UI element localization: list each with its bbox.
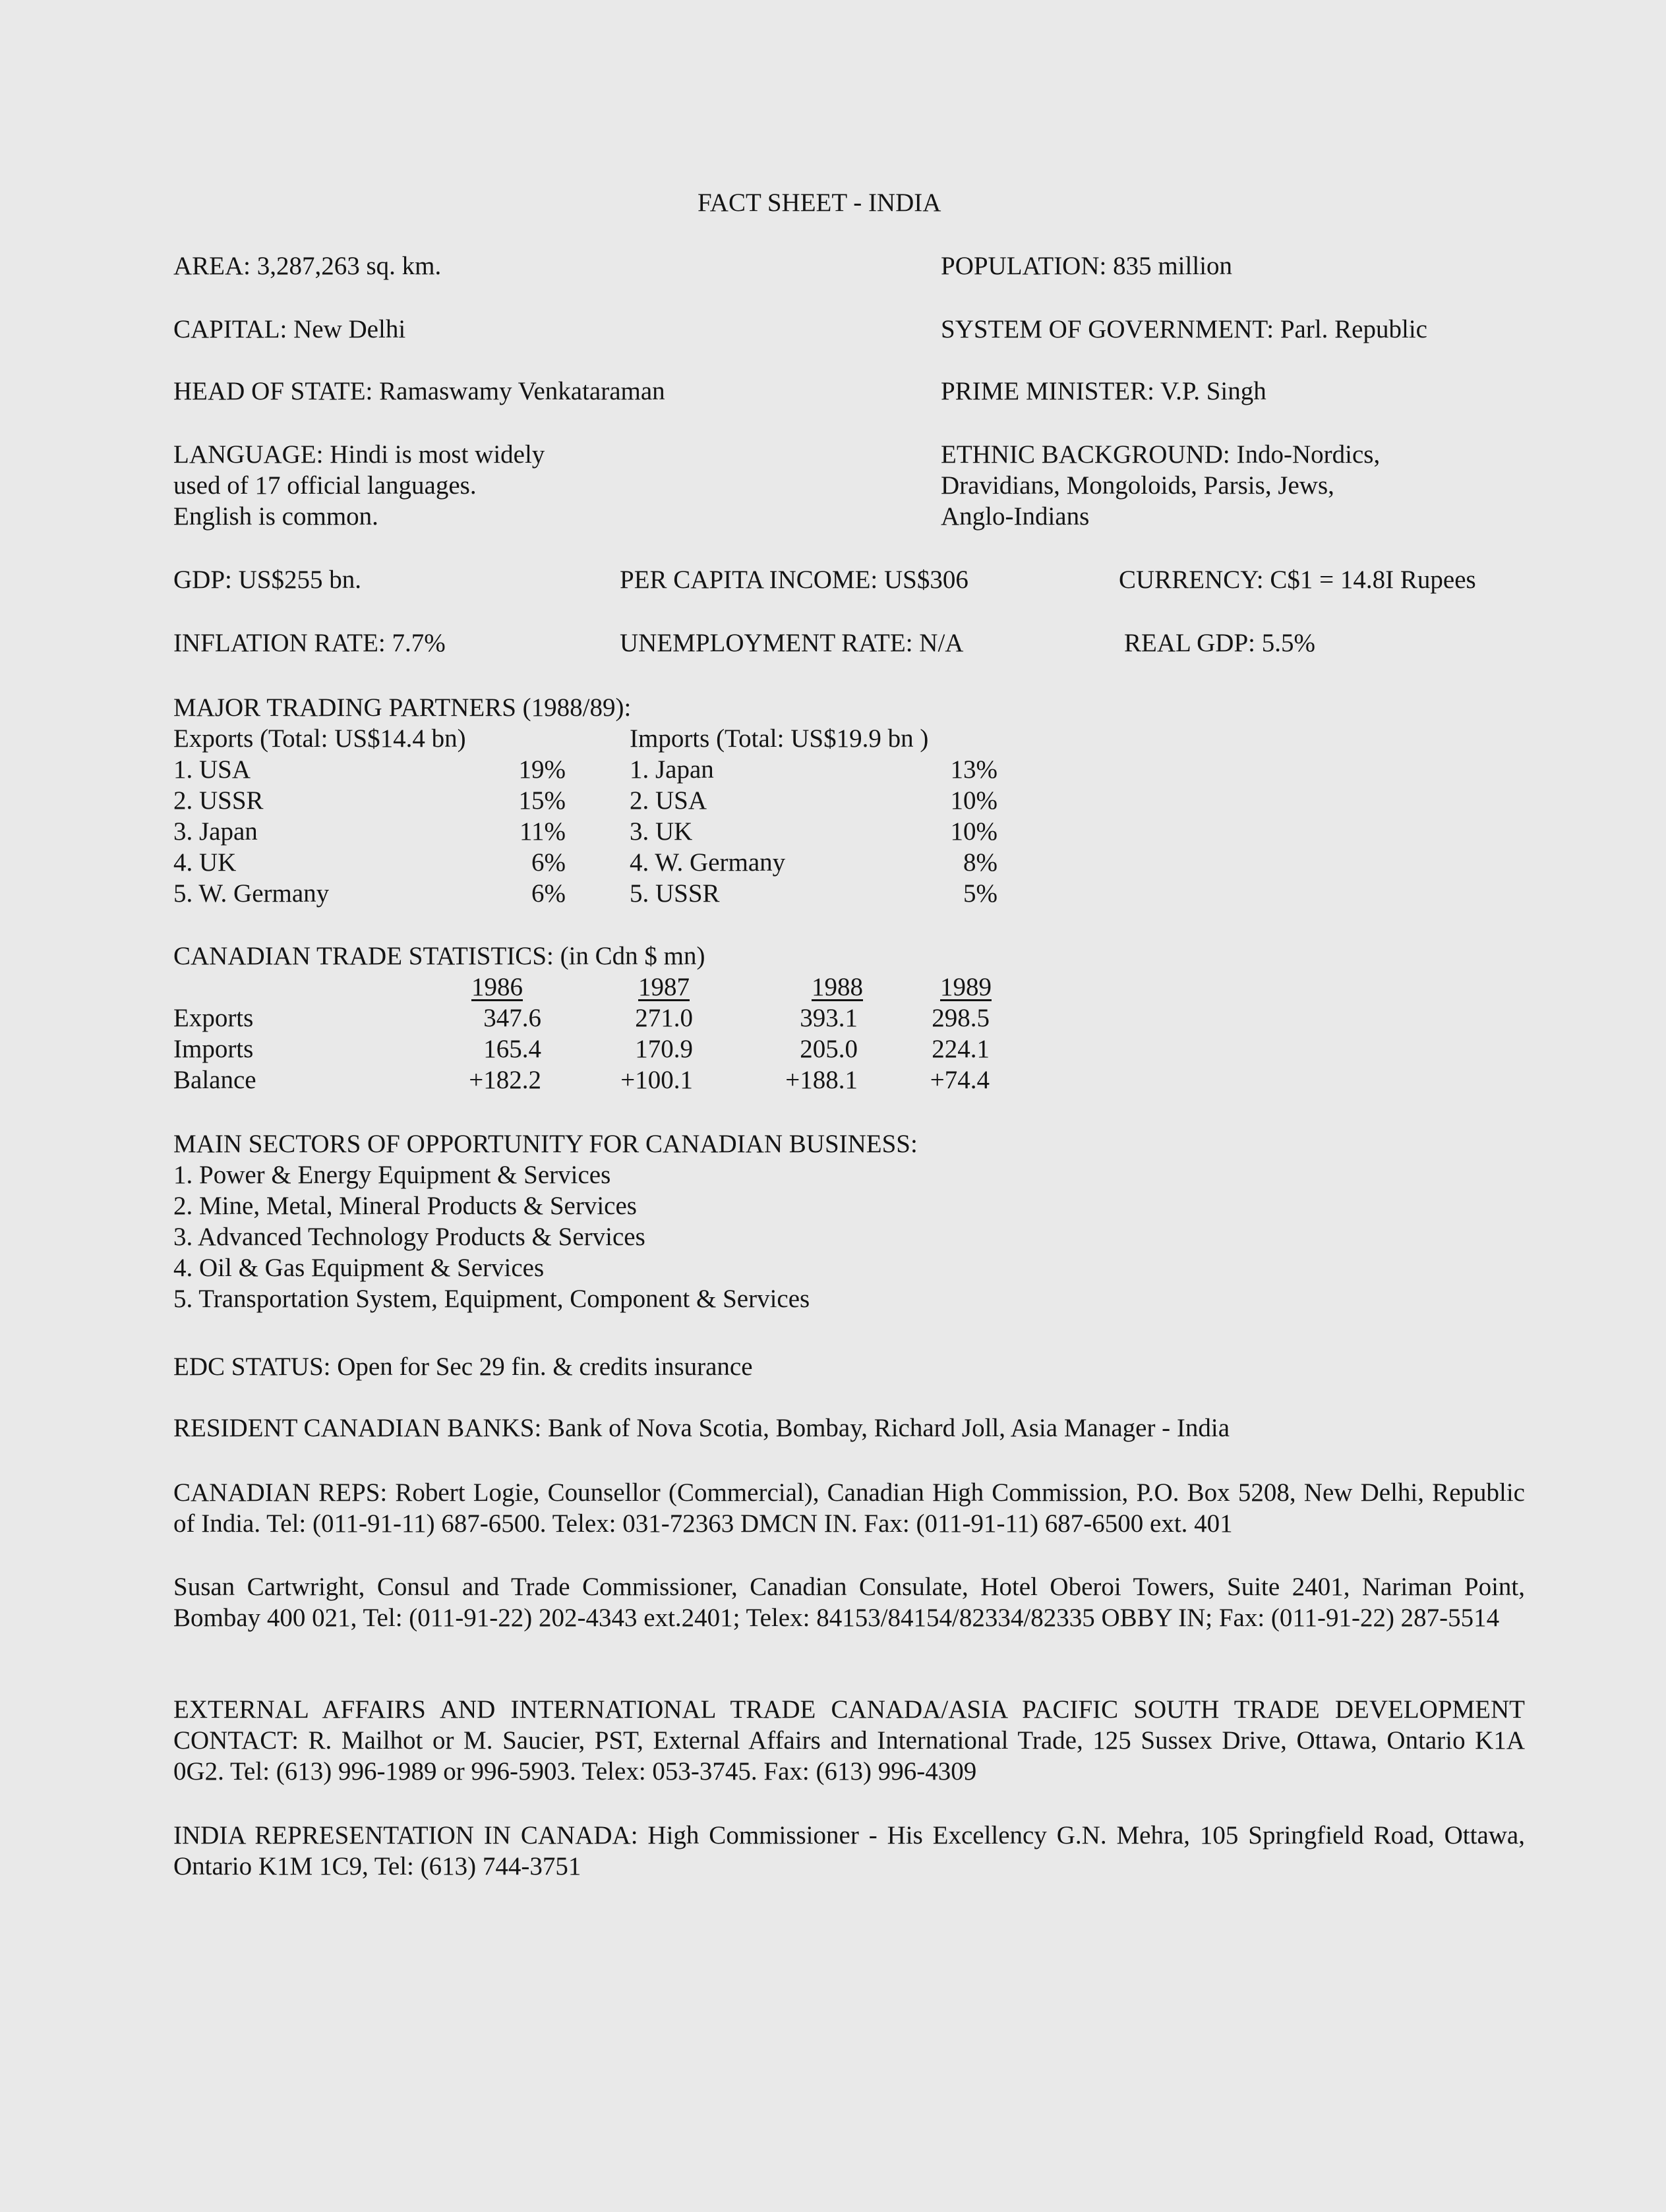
trading-partners-table	[173, 723, 1030, 909]
year-header: 1989	[940, 973, 992, 1001]
sector-item: 3. Advanced Technology Products & Services	[173, 1223, 645, 1251]
import-share: 8%	[963, 848, 997, 877]
ethnic-background-line-1: ETHNIC BACKGROUND: Indo-Nordics,	[941, 440, 1381, 469]
import-partner: 1. Japan	[630, 755, 714, 784]
sectors-heading: MAIN SECTORS OF OPPORTUNITY FOR CANADIAN BUSINESS:	[173, 1130, 918, 1158]
export-share: 6%	[531, 848, 566, 877]
trade-stats-table	[173, 972, 1096, 1095]
value-cell: 205.0	[800, 1035, 858, 1063]
per-capita-income: PER CAPITA INCOME: US$306	[620, 566, 968, 594]
trade-stats-row	[173, 1033, 1096, 1064]
import-share: 5%	[963, 879, 997, 908]
value-cell: 165.4	[483, 1035, 541, 1063]
trading-partner-row	[173, 785, 1030, 816]
real-gdp: REAL GDP: 5.5%	[1124, 629, 1315, 657]
export-share: 19%	[518, 755, 566, 784]
prime-minister: PRIME MINISTER: V.P. Singh	[941, 377, 1266, 405]
value-cell: +100.1	[620, 1066, 693, 1094]
edc-status: EDC STATUS: Open for Sec 29 fin. & credits insurance	[173, 1353, 753, 1381]
head-of-state: HEAD OF STATE: Ramaswamy Venkataraman	[173, 377, 665, 405]
sector-item: 2. Mine, Metal, Mineral Products & Services	[173, 1192, 637, 1220]
trading-partner-row	[173, 816, 1030, 847]
trade-stats-year-row	[173, 972, 1096, 1003]
exports-header: Exports (Total: US$14.4 bn)	[173, 724, 466, 753]
value-cell: +182.2	[469, 1066, 541, 1094]
import-partner: 5. USSR	[630, 879, 720, 908]
gdp: GDP: US$255 bn.	[173, 566, 361, 594]
export-share: 11%	[519, 817, 566, 846]
value-cell: 271.0	[635, 1004, 693, 1032]
language-line-2: used of 17 official languages.	[173, 471, 477, 500]
resident-canadian-banks: RESIDENT CANADIAN BANKS: Bank of Nova Scotia, Bombay, Richard Joll, Asia Manager - India	[173, 1414, 1230, 1442]
inflation-rate: INFLATION RATE: 7.7%	[173, 629, 446, 657]
import-share: 10%	[950, 786, 997, 815]
sector-item: 5. Transportation System, Equipment, Component & Services	[173, 1285, 810, 1313]
sector-item: 4. Oil & Gas Equipment & Services	[173, 1254, 545, 1282]
row-label: Exports	[173, 1004, 254, 1032]
language-line-1: LANGUAGE: Hindi is most widely	[173, 440, 545, 469]
import-partner: 2. USA	[630, 786, 707, 815]
export-partner: 3. Japan	[173, 817, 258, 846]
capital: CAPITAL: New Delhi	[173, 315, 406, 343]
trade-stats-heading: CANADIAN TRADE STATISTICS: (in Cdn $ mn)	[173, 942, 705, 970]
row-label: Balance	[173, 1066, 256, 1094]
value-cell: 393.1	[800, 1004, 858, 1032]
language-line-3: English is common.	[173, 502, 378, 531]
ethnic-background-line-3: Anglo-Indians	[941, 502, 1090, 531]
ethnic-background-line-2: Dravidians, Mongoloids, Parsis, Jews,	[941, 471, 1334, 500]
imports-header: Imports (Total: US$19.9 bn )	[630, 724, 929, 753]
trading-partners-header-row	[173, 723, 1030, 754]
currency: CURRENCY: C$1 = 14.8I Rupees	[1119, 566, 1476, 594]
sector-item: 1. Power & Energy Equipment & Services	[173, 1161, 611, 1189]
unemployment-rate: UNEMPLOYMENT RATE: N/A	[620, 629, 964, 657]
export-partner: 2. USSR	[173, 786, 264, 815]
trading-partner-row	[173, 878, 1030, 909]
page-title: FACT SHEET - INDIA	[698, 189, 941, 217]
import-partner: 4. W. Germany	[630, 848, 786, 877]
import-share: 13%	[950, 755, 997, 784]
trading-partners-heading: MAJOR TRADING PARTNERS (1988/89):	[173, 693, 632, 722]
row-label: Imports	[173, 1035, 254, 1063]
export-partner: 5. W. Germany	[173, 879, 330, 908]
india-representation-paragraph: INDIA REPRESENTATION IN CANADA: High Commissioner - His Excellency G.N. Mehra, 105 Springfield Road, Ottawa, Ontario K1M 1C9, Tel: (613) 744-3751	[173, 1821, 1525, 1880]
trading-partner-row	[173, 754, 1030, 785]
trade-stats-row	[173, 1064, 1096, 1095]
import-share: 10%	[950, 817, 997, 846]
population: POPULATION: 835 million	[941, 252, 1233, 280]
canadian-reps-consulate-paragraph: Susan Cartwright, Consul and Trade Commissioner, Canadian Consulate, Hotel Oberoi Towers, Suite 2401, Nariman Point, Bombay 400 021, Tel: (011-91-22) 202-4343 ext.2401; Telex: 84153/84154/82334/82335 OBBY IN; Fax: (011-91-22) 287-5514	[173, 1573, 1525, 1632]
trade-stats-row	[173, 1003, 1096, 1033]
export-share: 6%	[531, 879, 566, 908]
year-header: 1988	[812, 973, 863, 1001]
trading-partner-row	[173, 847, 1030, 878]
area: AREA: 3,287,263 sq. km.	[173, 252, 442, 280]
export-partner: 1. USA	[173, 755, 251, 784]
system-of-government: SYSTEM OF GOVERNMENT: Parl. Republic	[941, 315, 1427, 343]
value-cell: 170.9	[635, 1035, 693, 1063]
canadian-reps-paragraph: CANADIAN REPS: Robert Logie, Counsellor (Commercial), Canadian High Commission, P.O. Box 5208, New Delhi, Republic of India. Tel: (011-91-11) 687-6500. Telex: 031-72363 DMCN IN. Fax: (011-91-11) 687-6500 ext. 401	[173, 1478, 1525, 1538]
value-cell: 224.1	[932, 1035, 990, 1063]
value-cell: 347.6	[483, 1004, 541, 1032]
value-cell: +188.1	[785, 1066, 858, 1094]
year-header: 1987	[638, 973, 690, 1001]
export-share: 15%	[518, 786, 566, 815]
export-partner: 4. UK	[173, 848, 237, 877]
year-header: 1986	[471, 973, 523, 1001]
external-affairs-paragraph: EXTERNAL AFFAIRS AND INTERNATIONAL TRADE CANADA/ASIA PACIFIC SOUTH TRADE DEVELOPMENT CONTACT: R. Mailhot or M. Saucier, PST, External Affairs and International Trade, 125 Sussex Drive, Ottawa, Ontario K1A 0G2. Tel: (613) 996-1989 or 996-5903. Telex: 053-3745. Fax: (613) 996-4309	[173, 1695, 1525, 1786]
import-partner: 3. UK	[630, 817, 693, 846]
value-cell: 298.5	[932, 1004, 990, 1032]
value-cell: +74.4	[930, 1066, 990, 1094]
